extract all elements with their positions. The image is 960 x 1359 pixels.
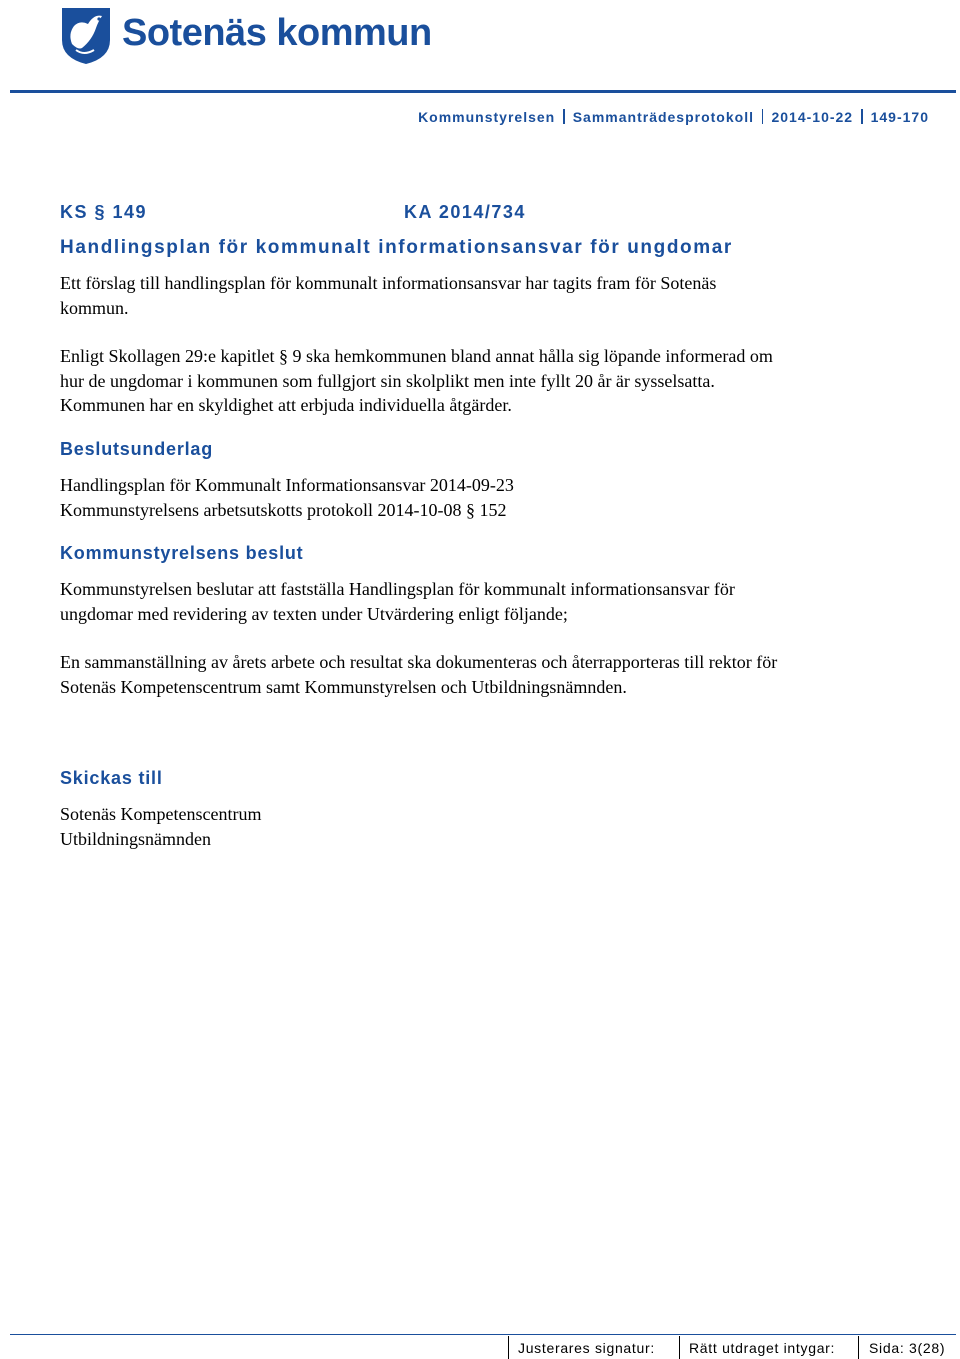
footer-rule	[10, 1334, 956, 1335]
text-line: Kommunen har en skyldighet att erbjuda individuella åtgärder.	[60, 395, 512, 415]
text-line: Sotenäs Kompetenscentrum	[60, 804, 262, 824]
page-number: Sida: 3(28)	[869, 1340, 946, 1356]
text-line: Kommunstyrelsen beslutar att fastställa Handlingsplan för kommunalt informationsansvar för	[60, 579, 735, 599]
meta-date: 2014-10-22	[771, 109, 854, 125]
meta-doc: Sammanträdesprotokoll	[572, 109, 754, 125]
text-line: Ett förslag till handlingsplan för kommunalt informationsansvar har tagits fram för Sotenäs	[60, 273, 717, 293]
text-line: Utbildningsnämnden	[60, 828, 211, 849]
signature-footer	[0, 1336, 960, 1359]
justerares-signatur-label: Justerares signatur:	[518, 1340, 655, 1356]
beslut-heading: Kommunstyrelsens beslut	[60, 543, 304, 563]
footer-divider	[679, 1336, 680, 1359]
text-line: Kommunstyrelsens arbetsutskotts protokoll 2014-10-08 § 152	[60, 499, 507, 520]
text-line: kommun.	[60, 297, 129, 318]
meta-separator	[762, 109, 764, 124]
beslut-paragraph	[60, 577, 920, 626]
meta-separator	[563, 109, 565, 124]
beslutsunderlag-heading: Beslutsunderlag	[60, 439, 214, 459]
beslut-paragraph-2	[60, 650, 920, 699]
shield-emblem-icon	[58, 4, 114, 66]
meta-range: 149-170	[870, 109, 929, 125]
ka-number: KA 2014/734	[404, 202, 526, 222]
skickas-heading: Skickas till	[60, 768, 163, 788]
footer-divider	[508, 1336, 509, 1359]
case-title: Handlingsplan för kommunalt informationsansvar för ungdomar	[60, 237, 733, 258]
text-line: Sotenäs Kompetenscentrum samt Kommunstyrelsen och Utbildningsnämnden.	[60, 676, 627, 697]
header-meta	[418, 109, 929, 125]
text-line: ungdomar med revidering av texten under Utvärdering enligt följande;	[60, 603, 568, 624]
ratt-utdraget-label: Rätt utdraget intygar:	[689, 1340, 836, 1356]
intro-paragraph	[60, 271, 920, 320]
law-paragraph	[60, 344, 920, 418]
meta-separator	[861, 109, 863, 124]
ks-number: KS § 149	[60, 202, 148, 222]
header-rule	[10, 90, 956, 93]
text-line: Handlingsplan för Kommunalt Informationsansvar 2014-09-23	[60, 475, 514, 495]
text-line: hur de ungdomar i kommunen som fullgjort sin skolplikt men inte fyllt 20 år är sysselsatta.	[60, 370, 715, 391]
footer-divider	[858, 1336, 859, 1359]
skickas-list	[60, 802, 920, 851]
text-line: En sammanställning av årets arbete och resultat ska dokumenteras och återrapporteras till rektor för	[60, 652, 778, 672]
meta-org: Kommunstyrelsen	[418, 109, 556, 125]
logo-wordmark: Sotenäs kommun	[122, 12, 432, 54]
sotenas-logo	[58, 2, 432, 72]
text-line: Enligt Skollagen 29:e kapitlet § 9 ska hemkommunen bland annat hålla sig löpande informerad om	[60, 346, 773, 366]
beslutsunderlag-list	[60, 473, 920, 522]
